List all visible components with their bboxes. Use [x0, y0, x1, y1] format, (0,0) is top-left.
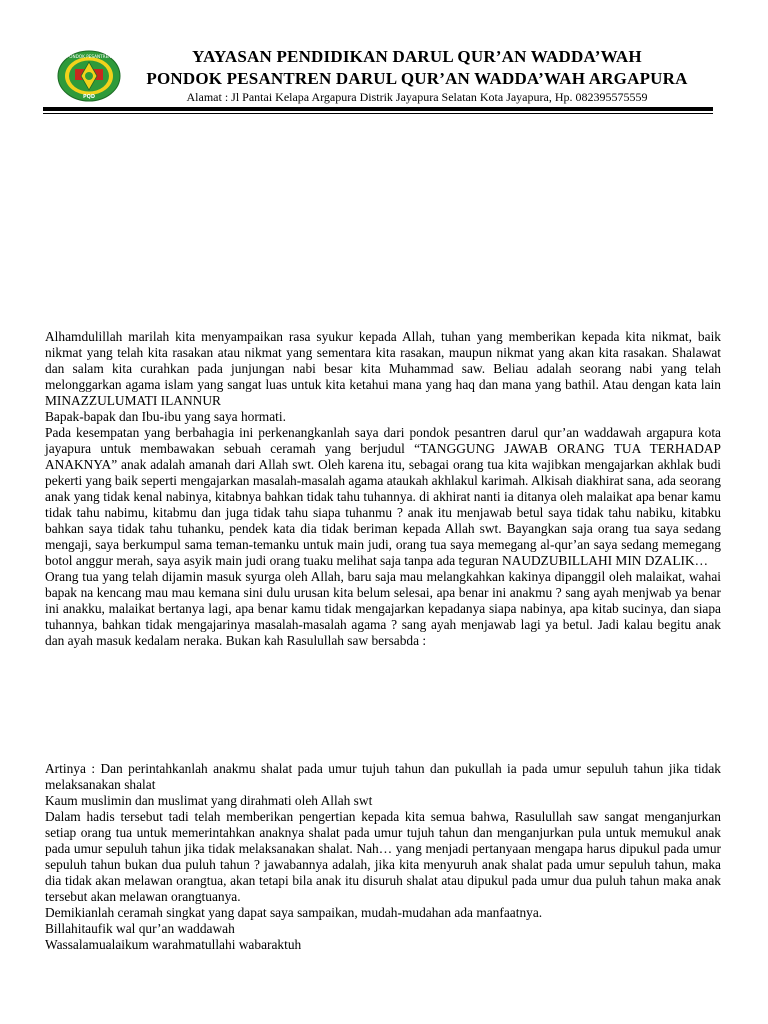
letterhead-divider-thick	[43, 107, 713, 111]
salam-line: Wassalamualaikum warahmatullahi wabaraktuh	[45, 937, 302, 952]
school-address: Alamat : Jl Pantai Kelapa Argapura Distrik Jayapura Selatan Kota Jayapura, Hp. 082395575559	[186, 90, 648, 104]
closing-line: Demikianlah ceramah singkat yang dapat saya sampaikan, mudah-mudahan ada manfaatnya.	[45, 905, 543, 920]
billahitaufik-line: Billahitaufik wal qur’an waddawah	[45, 921, 235, 936]
letterhead-divider-thin	[43, 113, 713, 114]
main-paragraph: Pada kesempatan yang berbahagia ini perkenangkanlah saya dari pondok pesantren darul qur’an waddawah argapura kota jayapura untuk membawakan sebuah ceramah yang berjudul “TANGGUNG JAWAB ORANG TUA TERHADAP ANAKNYA” anak adalah amanah dari Allah swt. Oleh karena itu, sebagai orang tua kita wajibkan mengajarkan akhlak budi pekerti yang baik seperti mengajarkan masalah-masalah agama ataukah akhlakul karimah. Alkisah diakhirat sana, ada seorang anak yang tidak kenal nabinya, kitabnya bahkan tidak tahu tuhannya. di akhirat nanti ia ditanya oleh malaikat apa benar kamu tidak tahu nabimu, kitabmu dan juga tidak tahu siapa tuhanmu ? anak itu menjawab betul saya tidak tahu nabiku, kitabku bahkan saya tidak tahu tuhanku, pendek kata dia tidak beriman kepada Allah swt. Bayangkan saja orang tua saya sedang mengaji, saya berkumpul sama teman-temanku untuk main judi, orang tua saya memegang al-qur’an saya sedang memegang botol anggur merah, saya asyik main judi orang tuaku melihat saja tanpa ada teguran NAUDZUBILLAHI MIN DZALIK…	[45, 425, 721, 568]
hadith-translation: Artinya : Dan perintahkanlah anakmu shalat pada umur tujuh tahun dan pukullah ia pada umur sepuluh tahun jika tidak melaksanakan shalat	[45, 761, 721, 792]
opening-paragraph: Alhamdulillah marilah kita menyampaikan rasa syukur kepada Allah, tuhan yang memberikan kepada kita nikmat, baik nikmat yang telah kita rasakan atau nikmat yang sementara kita rasakan, maupun nikmat yang akan kita rasakan. Shalawat dan salam kita curahkan pada junjungan nabi besar kita Muhammad saw. Beliau adalah seorang nabi yang telah melonggarkan agama islam yang sangat luas untuk kita ketahui mana yang haq dan mana yang bathil. Atau dengan kata lain MINAZZULUMATI ILANNUR	[45, 329, 721, 408]
letterhead-text	[110, 46, 724, 104]
logo-top-text: PONDOK PESANTREN	[66, 54, 112, 59]
logo-bottom-text: PQD	[82, 94, 96, 100]
greeting-line: Bapak-bapak dan Ibu-ibu yang saya hormati.	[45, 409, 286, 424]
sermon-body-top	[45, 329, 721, 649]
foundation-name: YAYASAN PENDIDIKAN DARUL QUR’AN WADDA’WAH	[192, 47, 642, 66]
audience-address: Kaum muslimin dan muslimat yang dirahmati oleh Allah swt	[45, 793, 373, 808]
explanation-paragraph: Dalam hadis tersebut tadi telah memberikan pengertian kepada kita semua bahwa, Rasulullah saw sangat menganjurkan setiap orang tua untuk memerintahkan anaknya shalat pada umur tujuh tahun dan menganjurkan pula untuk memukul anak pada umur sepuluh tahun jika tidak melaksanakan shalat. Nah… yang menjadi pertanyaan mengapa harus dipukul pada umur sepuluh tahun bukan dua puluh tahun ? jawabannya adalah, jika kita menyuruh anak shalat pada umur sepuluh tahun, maka dia tidak akan melawan orangtua, akan tetapi bila anak itu disuruh shalat atau dipukul pada umur dua puluh tahun maka anak tersebut akan melawan orangtuanya.	[45, 809, 721, 904]
letterhead	[0, 0, 768, 120]
sermon-body-bottom	[45, 761, 721, 953]
school-name: PONDOK PESANTREN DARUL QUR’AN WADDA’WAH ARGAPURA	[146, 69, 688, 88]
story-paragraph: Orang tua yang telah dijamin masuk syurga oleh Allah, baru saja mau melangkahkan kakinya dipanggil oleh malaikat, wahai bapak na kencang mau mau kemana sini dulu urusan kita belum selesai, apa benar ini anakmu ? sang ayah menjwab ya benar ini anakku, malaikat bertanya lagi, apa benar kamu tidak mengajarkan kepadanya siapa nabinya, apa kitab sucinya, dan siapa tuhannya, bahkan tidak mengajarinya masalah-masalah agama ? sang ayah menjawab lagi ya betul. Jadi kalau begitu anak dan ayah masuk kedalam neraka. Bukan kah Rasulullah saw bersabda :	[45, 569, 721, 648]
